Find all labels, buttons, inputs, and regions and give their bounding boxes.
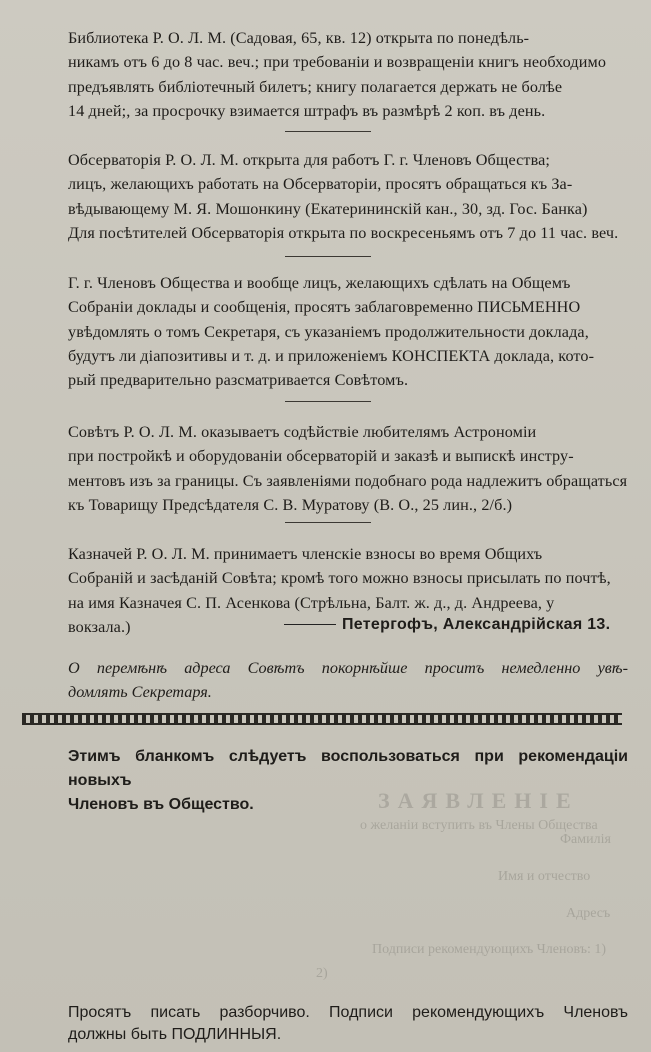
text-line: ментовъ изъ за границы. Съ заявленіями подобнаго рода надлежитъ обращаться (68, 471, 628, 490)
text-line: Г. г. Членовъ Общества и вообще лицъ, желающихъ сдѣлать на Общемъ (68, 274, 571, 292)
reports-paragraph (68, 271, 628, 392)
text-line: домлять Секретаря. (68, 683, 212, 701)
text-line: Казначей Р. О. Л. М. принимаетъ членскіе взносы во время Общихъ (68, 545, 543, 563)
divider (285, 131, 371, 132)
text-line: вѣдывающему М. Я. Мошонкину (Екатерининскій кан., 30, зд. Гос. Банка) (68, 199, 588, 218)
text-line: рый предварительно разсматривается Совѣтомъ. (68, 371, 409, 390)
bleed-through-text: Фамилія (560, 832, 611, 847)
text-line: будутъ ли діапозитивы и т. д. и приложеніемъ КОНСПЕКТА доклада, кото- (68, 346, 595, 365)
text-line: предъявлять библіотечный билетъ; книгу полагается держать не болѣе (68, 77, 563, 96)
text-line: Этимъ бланкомъ слѣдуетъ воспользоваться при рекомендаціи новыхъ (68, 748, 628, 789)
text-line: Обсерваторія Р. О. Л. М. открыта для работъ Г. г. Членовъ Общества; (68, 151, 550, 169)
bleed-through-title: ЗАЯВЛЕНІЕ (378, 788, 579, 813)
divider (285, 522, 371, 523)
signature-note (68, 1002, 628, 1046)
text-line: на имя Казначея С. П. Асенкова (Стрѣльна, Балт. ж. д., д. Андреева, у (68, 593, 555, 612)
text-line: къ Товарищу Предсѣдателя С. В. Муратову (В. О., 25 лин., 2/б.) (68, 495, 513, 514)
bleed-through-text: Адресъ (566, 906, 611, 921)
text-line: Библиотека Р. О. Л. М. (Садовая, 65, кв. 12) открыта по понедѣль- (68, 29, 530, 47)
text-line: О перемѣнѣ адреса Совѣтъ покорнѣйше проситъ немедленно увѣ- (68, 659, 628, 677)
address-stamp (284, 616, 610, 634)
text-line: Собраніи доклады и сообщенія, просятъ заблаговременно ПИСЬМЕННО (68, 298, 581, 317)
bleed-through-text: 2) (316, 966, 328, 981)
text-line: Просятъ писать разборчиво. Подписи рекомендующихъ Членовъ (68, 1004, 628, 1021)
stamp-dash (284, 624, 336, 625)
text-line: вокзала.) (68, 617, 131, 636)
text-line: Собраній и засѣданій Совѣта; кромѣ того можно взносы присылать по почтѣ, (68, 569, 611, 588)
text-line: при постройкѣ и оборудованіи обсерваторій и заказѣ и выпискѣ инстру- (68, 447, 574, 466)
observatory-paragraph (68, 148, 628, 245)
divider (285, 256, 371, 257)
text-line: никамъ отъ 6 до 8 час. веч.; при требованіи и возвращеніи книгъ необходимо (68, 53, 607, 72)
text-line: Совѣтъ Р. О. Л. М. оказываетъ содѣйствіе любителямъ Астрономіи (68, 423, 537, 441)
text-line: лицъ, желающихъ работать на Обсерваторіи, просятъ обращаться къ За- (68, 175, 573, 194)
text-line: Членовъ въ Общество. (68, 796, 254, 813)
bleed-through-text: о желаніи вступить въ Члены Общества (360, 818, 598, 833)
text-line: 14 дней;, за просрочку взимается штрафъ въ размѣрѣ 2 коп. въ день. (68, 101, 546, 120)
decorative-border (22, 713, 622, 725)
divider (285, 401, 371, 402)
text-line: должны быть ПОДЛИННЫЯ. (68, 1026, 282, 1043)
text-line: Для посѣтителей Обсерваторія открыта по воскресеньямъ отъ 7 до 11 час. веч. (68, 223, 619, 242)
text-line: увѣдомлять о томъ Секретаря, съ указаніемъ продолжительности доклада, (68, 322, 589, 341)
bleed-through-text: Имя и отчество (498, 869, 591, 884)
council-paragraph (68, 420, 628, 517)
bleed-through-text: Подписи рекомендующихъ Членовъ: 1) (372, 942, 607, 957)
stamp-text: Петергофъ, Александрійская 13. (342, 616, 611, 633)
library-paragraph (68, 26, 628, 123)
address-change-note (68, 656, 628, 704)
